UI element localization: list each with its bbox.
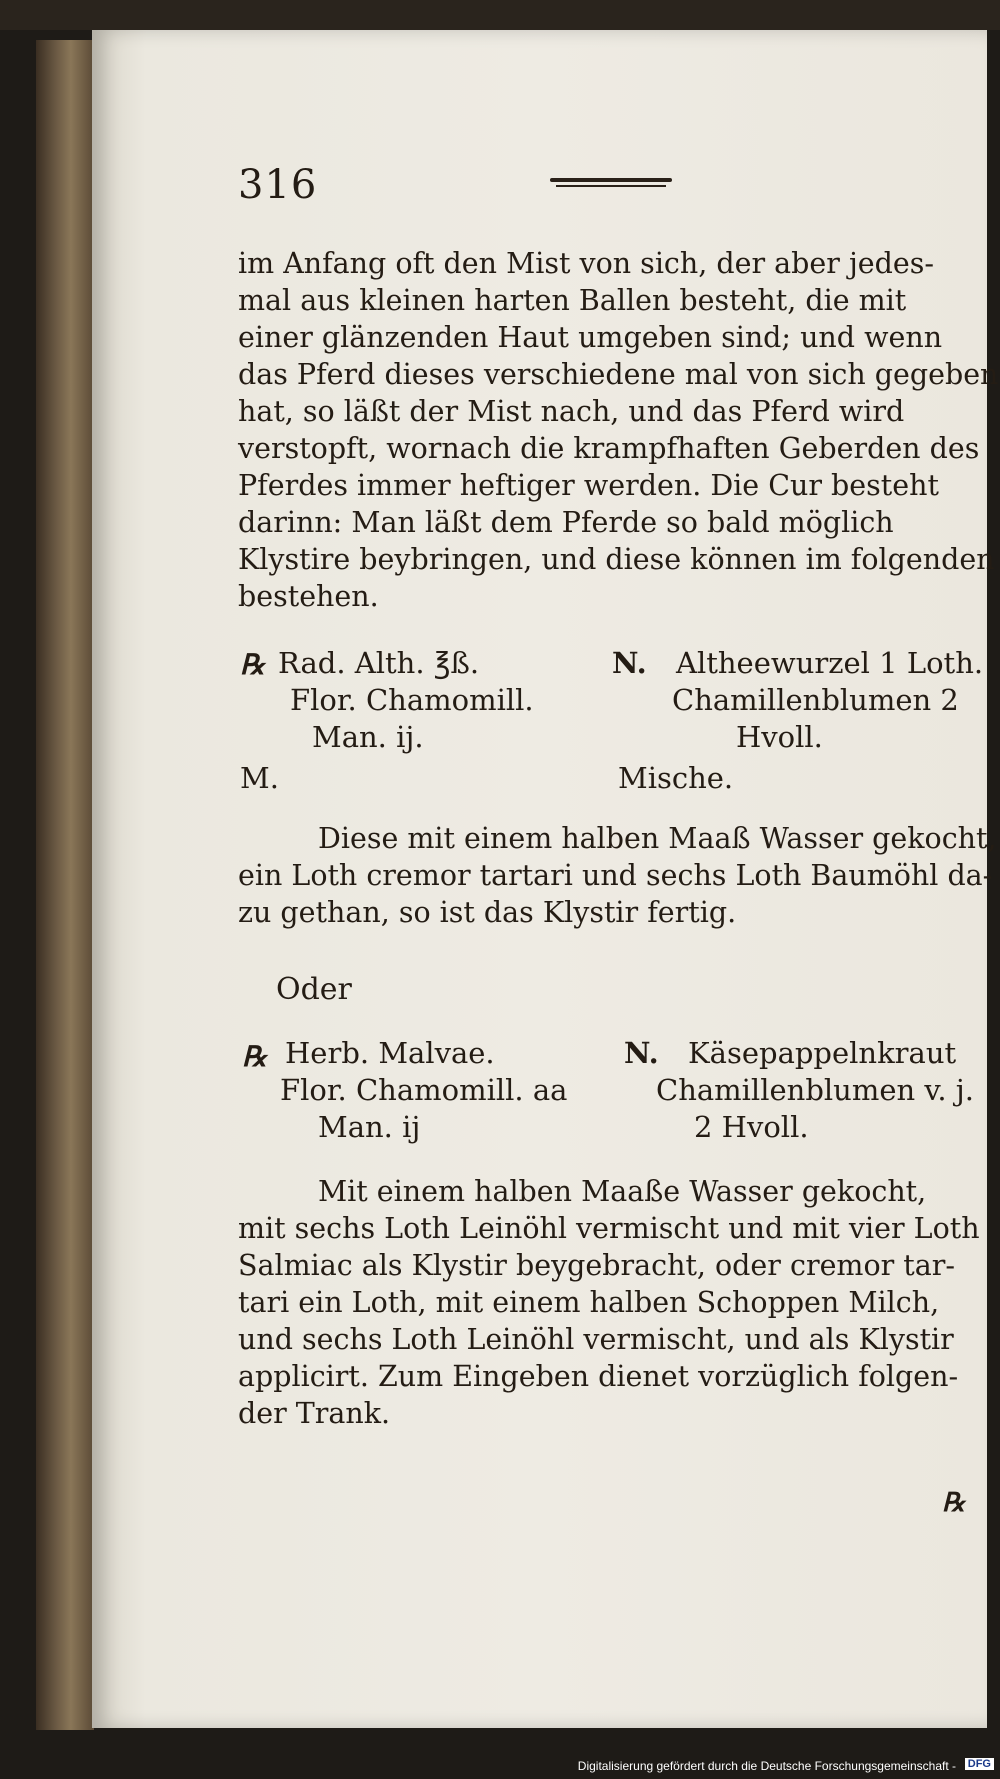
oder-heading: Oder bbox=[276, 972, 352, 1007]
recipe-latin-line: Man. ij bbox=[318, 1110, 421, 1144]
text-line: bestehen. bbox=[238, 580, 379, 613]
text-line: Pferdes immer heftiger werden. Die Cur besteht bbox=[238, 469, 939, 502]
header-rule bbox=[550, 178, 672, 188]
paragraph-2 bbox=[238, 820, 997, 931]
text-line: tari ein Loth, mit einem halben Schoppen Milch, bbox=[238, 1286, 940, 1319]
recipe-latin-line: Rad. Alth. ℥ß. bbox=[278, 646, 480, 680]
text-line: Salmiac als Klystir beygebracht, oder cremor tar- bbox=[238, 1249, 955, 1282]
recipe-german-line: Hvoll. bbox=[736, 720, 823, 754]
recipe-german-line: Käsepappelnkraut bbox=[688, 1036, 957, 1070]
footer-credit: Digitalisierung gefördert durch die Deutsche Forschungsgemeinschaft - bbox=[577, 1759, 956, 1773]
paragraph-1 bbox=[238, 245, 999, 615]
text-line: Mit einem halben Maaße Wasser gekocht, bbox=[318, 1175, 927, 1208]
recipe-german-line: Altheewurzel 1 Loth. bbox=[676, 646, 984, 680]
recipe-german-line: Chamillenblumen 2 bbox=[672, 683, 959, 717]
text-line: der Trank. bbox=[238, 1397, 391, 1430]
text-line: Diese mit einem halben Maaß Wasser gekocht, bbox=[318, 822, 997, 855]
top-edge bbox=[0, 0, 1000, 30]
recipe-german-line: Chamillenblumen v. j. bbox=[656, 1073, 974, 1107]
text-line: zu gethan, so ist das Klystir fertig. bbox=[238, 896, 737, 929]
text-line: das Pferd dieses verschiedene mal von sich gegeben bbox=[238, 358, 999, 391]
text-line: verstopft, wornach die krampfhaften Geberden des bbox=[238, 432, 980, 465]
text-line: und sechs Loth Leinöhl vermischt, und als Klystir bbox=[238, 1323, 954, 1356]
recipe-latin-line: Flor. Chamomill. bbox=[290, 683, 534, 717]
page-number: 316 bbox=[238, 162, 318, 208]
recipe-latin-line: Herb. Malvae. bbox=[285, 1036, 495, 1070]
text-line: mit sechs Loth Leinöhl vermischt und mit vier Loth bbox=[238, 1212, 980, 1245]
recipe-german-line: 2 Hvoll. bbox=[694, 1110, 809, 1144]
text-line: hat, so läßt der Mist nach, und das Pferd wird bbox=[238, 395, 905, 428]
text-line: im Anfang oft den Mist von sich, der aber jedes- bbox=[238, 247, 935, 280]
recipe-latin-line: Man. ij. bbox=[312, 720, 424, 754]
recipe-mische: Mische. bbox=[618, 761, 734, 795]
recipe-mix: M. bbox=[240, 761, 279, 795]
text-line: Klystire beybringen, und diese können im folgenden bbox=[238, 543, 995, 576]
book-spine bbox=[36, 40, 94, 1730]
text-line: applicirt. Zum Eingeben dienet vorzüglich folgen- bbox=[238, 1360, 959, 1393]
text-line: darinn: Man läßt dem Pferde so bald möglich bbox=[238, 506, 894, 539]
recipe-n: N. bbox=[624, 1036, 659, 1070]
recipe-symbol: ℞ bbox=[240, 648, 266, 681]
text-line: ein Loth cremor tartari und sechs Loth Baumöhl da- bbox=[238, 859, 993, 892]
recipe-n: N. bbox=[612, 646, 647, 680]
dfg-logo: DFG bbox=[965, 1758, 994, 1770]
recipe-latin-line: Flor. Chamomill. aa bbox=[280, 1073, 568, 1107]
recipe-symbol: ℞ bbox=[242, 1040, 268, 1073]
catchword: ℞ bbox=[942, 1488, 966, 1518]
footer-bar bbox=[0, 1755, 1000, 1779]
text-line: mal aus kleinen harten Ballen besteht, die mit bbox=[238, 284, 907, 317]
text-line: einer glänzenden Haut umgeben sind; und wenn bbox=[238, 321, 943, 354]
paragraph-3 bbox=[238, 1173, 980, 1432]
